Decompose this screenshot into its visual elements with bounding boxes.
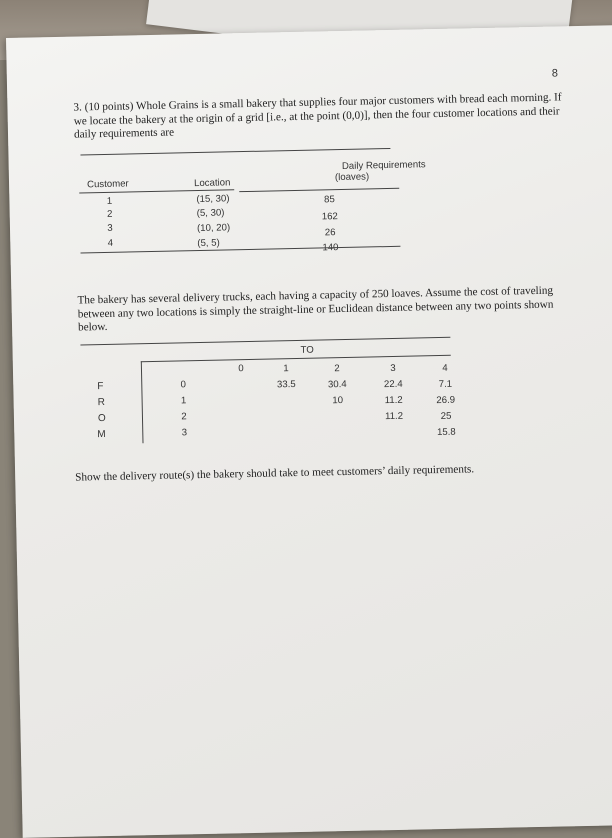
requirement-cell: 85 [324,194,335,206]
distance-cell: 7.1 [438,378,453,391]
location-cell: (10, 20) [196,222,231,235]
requirement-cell: 162 [321,211,338,223]
customer-cell: 2 [106,208,113,220]
to-rule [141,355,451,362]
col-header: 2 [334,363,340,375]
col-header: 1 [283,363,289,375]
customer-cell: 1 [106,195,113,207]
col-header: 0 [238,363,244,375]
distance-cell: 30.4 [327,378,347,391]
location-cell: (5, 30) [196,207,225,220]
requirement-cell: 26 [324,227,336,239]
table-top-rule [80,148,390,155]
row-header: 0 [180,379,187,391]
question-prompt: Show the delivery route(s) the bakery should take to meet customers’ daily requirements. [75,463,475,484]
row-header-divider [141,361,144,443]
customer-header: Customer [86,178,129,191]
col-header: 4 [442,362,448,374]
col-header: 3 [390,362,396,375]
to-label: TO [300,344,314,356]
from-letter: M [97,429,106,441]
from-letter: O [97,412,106,425]
distance-cell: 10 [332,395,344,407]
location-cell: (15, 30) [196,193,230,206]
customer-cell: 4 [107,237,114,249]
distance-cell: 25 [440,410,452,422]
from-letter: F [97,381,104,393]
distance-cell: 22.4 [383,378,403,391]
location-header: Location [193,177,231,190]
distance-cell: 15.8 [436,426,456,439]
location-cell: (5, 5) [197,237,220,250]
customer-cell: 3 [107,222,113,234]
problem-statement: 3. (10 points) Whole Grains is a small bakery that supplies four major customers with bread each morning. If we locate the bakery at the origin of a grid [i.e., at the point (0,0)], then the four customer locations and their daily requirements are [73,91,562,141]
row-header: 2 [181,411,187,423]
page-number: 8 [551,67,559,80]
row-header: 1 [180,395,187,407]
requirements-header: Daily Requirements (loaves) [334,159,426,184]
distance-cell: 11.2 [384,394,403,407]
distance-cell: 33.5 [276,379,296,391]
distance-top-rule [80,337,450,346]
header-rule-right [239,188,399,192]
truck-capacity-text: The bakery has several delivery trucks, each having a capacity of 250 loaves. Assume the cost of traveling between any two locations is simply the straight-line or Euclidean distance between any two points shown below. [77,284,554,334]
distance-cell: 26.9 [436,394,456,407]
row-header: 3 [181,427,188,439]
distance-cell: 11.2 [384,410,404,423]
from-letter: R [97,397,106,409]
exam-page [6,25,612,838]
